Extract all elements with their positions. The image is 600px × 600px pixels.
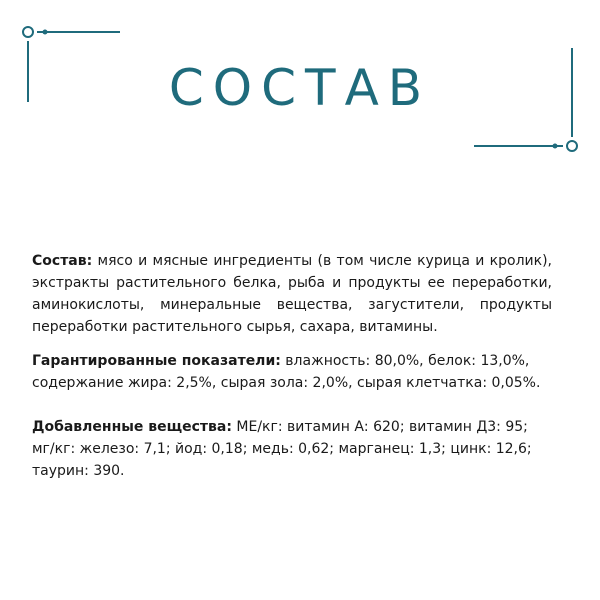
additives-text: МЕ/кг: витамин А: 620; витамин Д3: 95; мг/кг: железо: 7,1; йод: 0,18; медь: 0,62; марганец: 1,3; цинк: 12,6; таурин: 390. xyxy=(32,419,532,479)
page-title: СОСТАВ xyxy=(168,59,432,117)
guaranteed-paragraph xyxy=(32,350,552,394)
guaranteed-label: Гарантированные показатели: xyxy=(32,353,281,369)
composition-label: Состав: xyxy=(32,253,93,269)
composition-paragraph xyxy=(32,250,552,338)
guaranteed-text: влажность: 80,0%, белок: 13,0%, содержание жира: 2,5%, сырая зола: 2,0%, сырая клетчатка: 0,05%. xyxy=(32,353,541,391)
additives-label: Добавленные вещества: xyxy=(32,419,232,435)
composition-text: мясо и мясные ингредиенты (в том числе курица и кролик), экстракты растительного белка, рыба и продукты ее переработки, аминокислоты, минеральные вещества, загустители, продукты переработки растительного сырья, сахара, витамины. xyxy=(32,253,552,335)
additives-paragraph xyxy=(32,416,552,482)
